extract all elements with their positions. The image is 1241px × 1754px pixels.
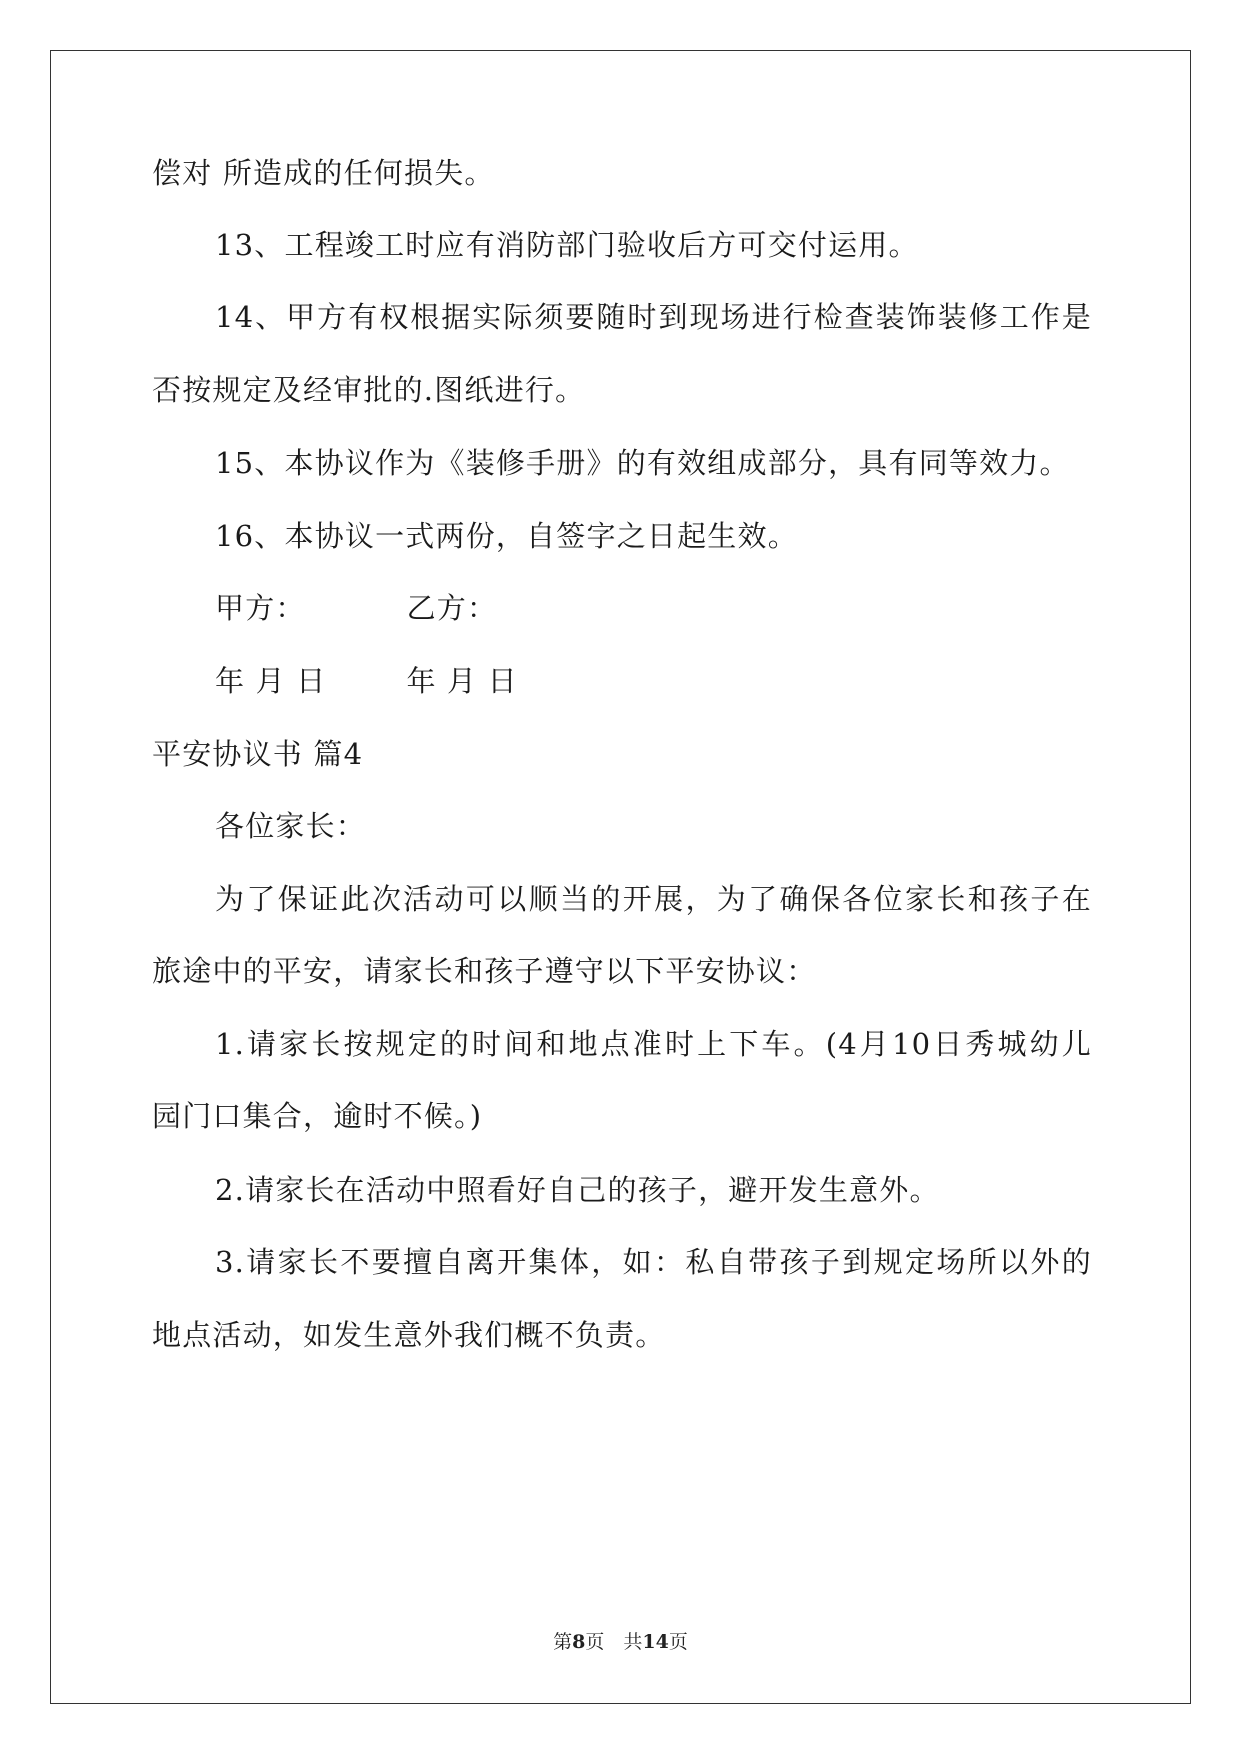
clause-15: 15、本协议作为《装修手册》的有效组成部分，具有同等效力。 [215,446,1070,480]
party-b-date: 年 月 日 [406,664,518,698]
text-line: 偿对 所造成的任何损失。 [152,156,495,190]
party-a-label: 甲方： [215,591,306,625]
footer-prefix: 第 [553,1631,573,1653]
date-line [152,661,518,701]
salutation: 各位家长： [215,809,367,843]
current-page-number: 8 [572,1631,586,1653]
clause-16: 16、本协议一式两份，自签字之日起生效。 [215,519,798,553]
footer-middle: 页 共 [585,1631,643,1653]
party-b-label: 乙方： [406,591,498,625]
section-title: 平安协议书 篇4 [152,737,364,771]
total-page-number: 14 [642,1631,669,1653]
page-footer [0,1630,1241,1654]
rule-3: 3.请家长不要擅自离开集体，如：私自带孩子到规定场所以外的 [215,1245,1092,1279]
intro-paragraph-continued: 旅途中的平安，请家长和孩子遵守以下平安协议： [152,954,817,988]
rule-1-continued: 园门口集合，逾时不候。) [152,1099,483,1133]
rule-1: 1.请家长按规定的时间和地点准时上下车。(4月10日秀城幼儿 [215,1027,1092,1061]
rule-2: 2.请家长在活动中照看好自己的孩子，避开发生意外。 [215,1173,940,1207]
clause-13: 13、工程竣工时应有消防部门验收后方可交付运用。 [215,228,919,262]
signature-line [152,588,497,628]
intro-paragraph: 为了保证此次活动可以顺当的开展，为了确保各位家长和孩子在 [215,882,1092,916]
clause-14-continued: 否按规定及经审批的.图纸进行。 [152,373,586,407]
rule-3-continued: 地点活动，如发生意外我们概不负责。 [152,1318,666,1352]
clause-14: 14、甲方有权根据实际须要随时到现场进行检查装饰装修工作是 [215,300,1092,334]
party-a-date: 年 月 日 [215,664,327,698]
footer-suffix: 页 [668,1631,688,1653]
